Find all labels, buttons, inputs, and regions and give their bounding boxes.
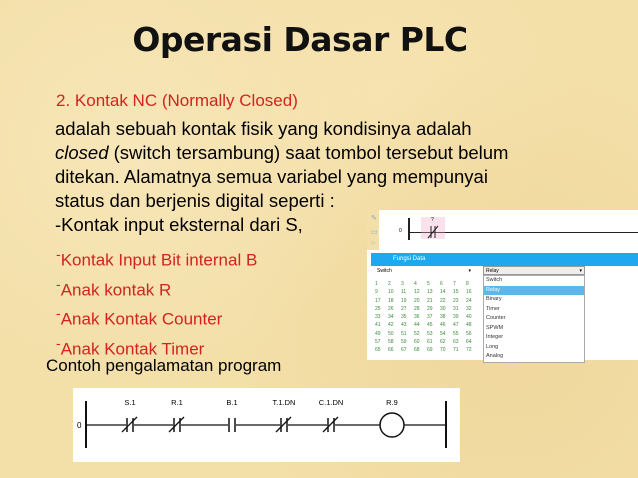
item-list <box>56 243 257 362</box>
line-2 <box>55 141 508 165</box>
address-cell[interactable]: 34 <box>388 314 394 321</box>
address-cell[interactable]: 15 <box>453 289 459 296</box>
dropdown-option[interactable]: Long <box>486 343 499 350</box>
address-cell[interactable]: 68 <box>414 347 420 354</box>
address-cell[interactable]: 13 <box>427 289 433 296</box>
address-cell[interactable]: 45 <box>427 322 433 329</box>
list-item: -Kontak Input Bit internal B <box>56 247 258 270</box>
address-cell[interactable]: 36 <box>414 314 420 321</box>
address-cell[interactable]: 56 <box>466 330 472 337</box>
address-cell[interactable]: 20 <box>414 297 420 304</box>
address-cell[interactable]: 69 <box>427 347 433 354</box>
address-cell[interactable]: 22 <box>440 297 446 304</box>
address-cell[interactable]: 50 <box>388 330 394 337</box>
data-type-dropdown[interactable]: Relay ▾ <box>483 266 585 275</box>
address-cell[interactable]: 37 <box>427 314 433 321</box>
address-cell[interactable]: 63 <box>453 339 459 346</box>
address-cell[interactable]: 70 <box>440 347 446 354</box>
example-label: Contoh pengalamatan program <box>46 356 282 375</box>
address-grid <box>375 280 479 355</box>
dropdown-list <box>483 275 585 363</box>
address-cell[interactable]: 6 <box>440 281 443 287</box>
element-label: C.1.DN <box>318 398 344 407</box>
list-item: -Anak Kontak Timer <box>56 335 205 359</box>
print-icon: ▭ <box>371 229 378 236</box>
type-select[interactable]: Switch ▾ <box>377 268 471 274</box>
address-cell[interactable]: 52 <box>414 330 420 337</box>
subtitle: 2. Kontak NC (Normally Closed) <box>56 91 298 110</box>
address-cell[interactable]: 53 <box>427 330 433 337</box>
address-cell[interactable]: 59 <box>401 339 407 346</box>
address-cell[interactable]: 48 <box>466 322 472 329</box>
list-item: -Anak kontak R <box>56 276 172 300</box>
address-cell[interactable]: 39 <box>453 314 459 321</box>
address-cell[interactable]: 4 <box>414 281 417 287</box>
address-cell[interactable]: 30 <box>440 305 446 312</box>
address-cell[interactable]: 14 <box>440 289 446 296</box>
address-cell[interactable]: 2 <box>388 281 391 287</box>
line-5: -Kontak input eksternal dari S, <box>55 214 303 235</box>
rung-number: 0 <box>399 228 402 234</box>
address-cell[interactable]: 64 <box>466 339 472 346</box>
line-2-rest: (switch tersambung) saat tombol tersebut belum <box>108 142 509 163</box>
address-cell[interactable]: 41 <box>375 322 381 329</box>
coil <box>380 413 404 437</box>
element-label: R.1 <box>171 398 183 407</box>
address-cell[interactable]: 33 <box>375 314 381 321</box>
address-cell[interactable]: 1 <box>375 281 378 287</box>
gear-icon: ○ <box>371 240 376 247</box>
element-label: R.9 <box>386 398 398 407</box>
address-cell[interactable]: 57 <box>375 339 381 346</box>
address-cell[interactable]: 10 <box>388 289 394 296</box>
address-cell[interactable]: 21 <box>427 297 433 304</box>
address-cell[interactable]: 5 <box>427 281 430 287</box>
address-cell[interactable]: 61 <box>427 339 433 346</box>
dropdown-option[interactable]: Analog <box>486 353 504 359</box>
address-cell[interactable]: 8 <box>466 281 469 287</box>
ladder-diagram <box>73 388 460 462</box>
software-screenshot <box>367 210 638 360</box>
address-cell[interactable]: 7 <box>453 281 456 287</box>
address-cell[interactable]: 72 <box>466 347 472 354</box>
address-cell[interactable]: 29 <box>427 305 433 312</box>
panel-header: Fungsi Data <box>371 253 638 266</box>
address-cell[interactable]: 17 <box>375 297 381 304</box>
dropdown-option[interactable]: Switch <box>486 277 503 283</box>
address-cell[interactable]: 23 <box>453 297 459 304</box>
rung-number: 0 <box>77 421 82 430</box>
address-cell[interactable]: 18 <box>388 297 394 304</box>
list-item: -Anak Kontak Counter <box>56 306 223 329</box>
element-label: S.1 <box>124 398 136 407</box>
address-cell[interactable]: 19 <box>401 297 407 304</box>
line-1: adalah sebuah kontak fisik yang kondisinya adalah <box>55 118 472 139</box>
address-cell[interactable]: 24 <box>466 297 472 304</box>
address-cell[interactable]: 16 <box>466 289 472 296</box>
wrench-icon: ✎ <box>371 215 377 222</box>
address-cell[interactable]: 32 <box>466 305 472 312</box>
address-cell[interactable]: 62 <box>440 339 446 346</box>
address-cell[interactable]: 25 <box>375 305 381 312</box>
address-cell[interactable]: 49 <box>375 330 381 337</box>
address-cell[interactable]: 60 <box>414 339 420 346</box>
address-cell[interactable]: 12 <box>414 289 420 296</box>
element-label: B.1 <box>226 398 238 407</box>
address-cell[interactable]: 42 <box>388 322 394 329</box>
address-cell[interactable]: 35 <box>401 314 407 321</box>
dropdown-option[interactable]: Integer <box>486 334 504 340</box>
address-cell[interactable]: 26 <box>388 305 394 312</box>
address-cell[interactable]: 44 <box>414 322 420 329</box>
address-cell[interactable]: 71 <box>453 347 459 354</box>
address-cell[interactable]: 27 <box>401 305 407 312</box>
address-cell[interactable]: 28 <box>414 305 420 312</box>
element-label: T.1.DN <box>272 398 296 407</box>
slide-title: Operasi Dasar PLC <box>132 20 468 59</box>
address-cell[interactable]: 58 <box>388 339 394 346</box>
dropdown-option[interactable]: SPWM <box>486 324 504 331</box>
address-cell[interactable]: 11 <box>401 289 407 296</box>
address-cell[interactable]: 67 <box>401 347 407 354</box>
line-3: ditekan. Alamatnya semua variabel yang mempunyai <box>55 166 488 187</box>
address-cell[interactable]: 65 <box>375 347 381 354</box>
dropdown-option[interactable]: Counter <box>486 315 506 321</box>
dropdown-option[interactable]: Relay <box>484 286 584 296</box>
address-cell[interactable]: 51 <box>401 330 407 337</box>
address-cell[interactable]: 3 <box>401 281 404 287</box>
address-cell[interactable]: 40 <box>466 314 472 321</box>
address-cell[interactable]: 43 <box>401 322 407 329</box>
address-cell[interactable]: 38 <box>440 314 446 321</box>
closed-word: closed <box>55 142 109 163</box>
address-cell[interactable]: 47 <box>453 322 459 329</box>
address-cell[interactable]: 55 <box>453 330 459 337</box>
line-4: status dan berjenis digital seperti : <box>55 190 335 211</box>
address-cell[interactable]: 66 <box>388 347 394 354</box>
address-cell[interactable]: 54 <box>440 330 446 337</box>
address-cell[interactable]: 46 <box>440 322 446 329</box>
nc-contact[interactable]: ? <box>421 217 445 239</box>
address-cell[interactable]: 31 <box>453 305 459 312</box>
dropdown-option[interactable]: Timer <box>486 305 500 312</box>
dropdown-option[interactable]: Binary <box>486 296 502 302</box>
address-cell[interactable]: 9 <box>375 289 378 296</box>
